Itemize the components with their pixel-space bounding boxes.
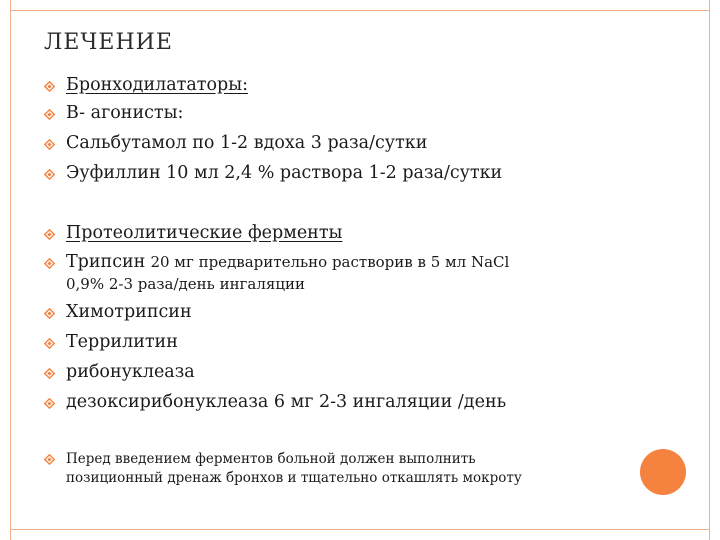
list-item-text-main: Трипсин xyxy=(66,252,146,272)
list-item-text: Эуфиллин 10 мл 2,4 % раствора 1-2 раза/сутки xyxy=(66,163,503,183)
diamond-bullet-icon xyxy=(44,398,55,409)
list-item-text: Сальбутамол по 1-2 вдоха 3 раза/сутки xyxy=(66,133,428,153)
list-item-text: Перед введением ферментов больной должен выполнить xyxy=(66,451,476,467)
list-item-text: Протеолитические ферменты xyxy=(66,223,343,243)
decorative-orange-circle xyxy=(640,449,686,495)
frame-left-line xyxy=(10,0,11,540)
diamond-bullet-icon xyxy=(44,258,55,269)
diamond-bullet-icon xyxy=(44,229,55,240)
diamond-bullet-icon xyxy=(44,454,55,465)
list-item-text: рибонуклеаза xyxy=(66,362,195,382)
diamond-bullet-icon xyxy=(44,139,55,150)
list-item-text: Бронходилататоры: xyxy=(66,75,249,95)
list-item-text-continuation: 0,9% 2-3 раза/день ингаляции xyxy=(66,275,305,293)
frame-right-line xyxy=(709,0,710,540)
diamond-bullet-icon xyxy=(44,308,55,319)
diamond-bullet-icon xyxy=(44,368,55,379)
slide-title: ЛЕЧЕНИЕ xyxy=(44,30,173,55)
diamond-bullet-icon xyxy=(44,81,55,92)
diamond-bullet-icon xyxy=(44,169,55,180)
frame-top-line xyxy=(10,10,710,11)
list-item-text: дезоксирибонуклеаза 6 мг 2-3 ингаляции /день xyxy=(66,392,507,412)
list-item-text: Химотрипсин xyxy=(66,302,192,322)
list-item-text-continuation: позиционный дренаж бронхов и тщательно откашлять мокроту xyxy=(66,470,522,486)
frame-bottom-line xyxy=(10,529,710,530)
diamond-bullet-icon xyxy=(44,338,55,349)
diamond-bullet-icon xyxy=(44,109,55,120)
list-item-text: B- агонисты: xyxy=(66,103,184,123)
list-item-text-detail: 20 мг предварительно растворив в 5 мл NaCl xyxy=(150,253,510,271)
list-item-text xyxy=(66,252,509,272)
list-item-text: Террилитин xyxy=(66,332,178,352)
